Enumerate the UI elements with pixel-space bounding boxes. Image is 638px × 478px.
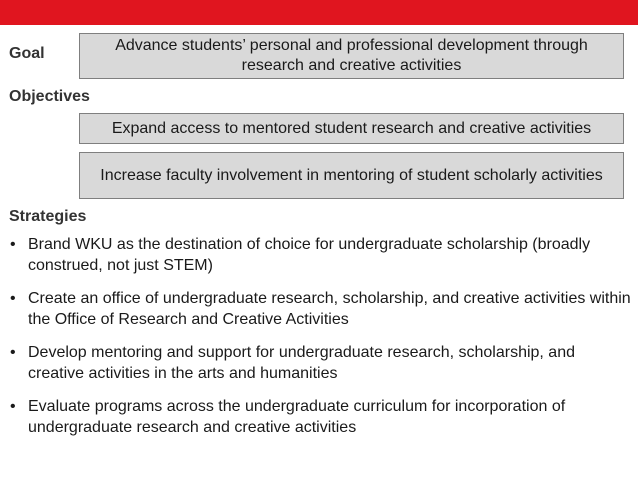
objective-text: Increase faculty involvement in mentoring of student scholarly activities bbox=[100, 166, 603, 184]
list-item bbox=[8, 396, 633, 438]
bullet-icon: • bbox=[10, 344, 16, 361]
strategy-text: Develop mentoring and support for undergraduate research, scholarship, and creative activities in the arts and humanities bbox=[28, 344, 575, 382]
objective-text: Expand access to mentored student research and creative activities bbox=[111, 119, 592, 137]
strategies-list bbox=[8, 234, 633, 450]
objectives-label: Objectives bbox=[9, 88, 90, 105]
bullet-icon: • bbox=[10, 398, 16, 415]
bullet-icon: • bbox=[10, 236, 16, 253]
list-item bbox=[8, 342, 633, 384]
objective-box-2 bbox=[79, 152, 624, 199]
objective-box-1 bbox=[79, 113, 624, 144]
goal-label: Goal bbox=[9, 45, 45, 62]
goal-text: Advance students’ personal and professional development through research and creative activities bbox=[115, 37, 588, 74]
header-accent-bar bbox=[0, 0, 638, 25]
bullet-icon: • bbox=[10, 290, 16, 307]
goal-box bbox=[79, 33, 624, 79]
strategy-text: Brand WKU as the destination of choice for undergraduate scholarship (broadly construed, not just STEM) bbox=[28, 236, 591, 274]
strategy-text: Create an office of undergraduate research, scholarship, and creative activities within the Office of Research and Creative Activities bbox=[28, 290, 631, 328]
list-item bbox=[8, 288, 633, 330]
strategies-label: Strategies bbox=[9, 208, 87, 225]
strategy-text: Evaluate programs across the undergraduate curriculum for incorporation of undergraduate research and creative activities bbox=[28, 398, 566, 436]
list-item bbox=[8, 234, 633, 276]
